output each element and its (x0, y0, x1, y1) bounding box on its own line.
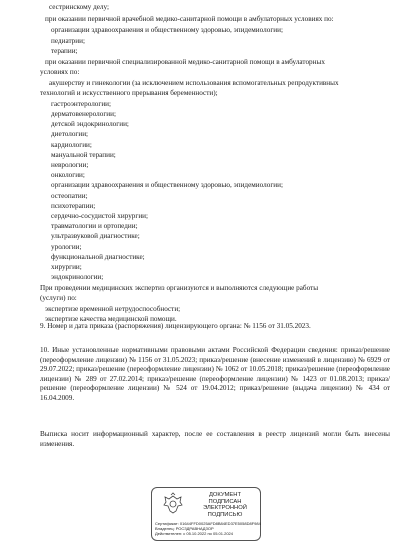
stamp-certificate: Сертификат: 01644FFD0025AFD8B84ED37E5058D8F984 (155, 521, 261, 526)
services-line: детской эндокринологии; (51, 120, 129, 128)
stamp-owner: Владелец: РОСЗДРАВНАДЗОР (155, 526, 214, 531)
services-line: организации здравоохранения и общественному здоровью, эпидемиологии; (51, 26, 283, 34)
stamp-title-line-1: ДОКУМЕНТ ПОДПИСАН (208, 492, 242, 505)
services-line: (услуги) по: (40, 294, 77, 302)
services-line: хирургии; (51, 263, 82, 271)
services-line: кардиологии; (51, 141, 92, 149)
services-line: экспертизе качества медицинской помощи. (45, 315, 177, 323)
services-line: эндокринологии; (51, 273, 104, 281)
services-line: онкологии; (51, 171, 85, 179)
services-line: при оказании первичной врачебной медико-санитарной помощи в амбулаторных условиях по: (45, 15, 334, 23)
informational-note: Выписка носит информационный характер, после ее составления в реестр лицензий могли быть внесены изменения. (40, 430, 390, 448)
stamp-title-line-2: ЭЛЕКТРОННОЙ ПОДПИСЬЮ (203, 505, 247, 518)
services-line: технологий и искусственного прерывания беременности); (40, 89, 218, 97)
stamp-title (192, 492, 258, 518)
services-line: урологии; (51, 243, 82, 251)
stamp-validity: Действителен: с 05.10.2022 по 05.01.2024 (155, 531, 233, 536)
services-line: условиях по: (40, 68, 80, 76)
coat-of-arms-icon (160, 491, 186, 517)
services-line: дерматовенерологии; (51, 110, 116, 118)
services-line: экспертизе временной нетрудоспособности; (45, 305, 181, 313)
services-line: организации здравоохранения и общественному здоровью, эпидемиологии; (51, 181, 283, 189)
services-line: терапии; (51, 47, 78, 55)
section-10-other-info: 10. Иные установленные нормативными правовыми актами Российской Федерации сведения: приказ/решение (переоформление лицензии) № 1156 от 31.05.2023; приказ/решение (внесение изменений в лицензию) № 6929 от 29.07.2022; приказ/решение (переоформление лицензии) № 1062 от 10.05.2018; приказ/решение (переоформление лицензии) № 289 от 27.02.2014; приказ/решение (переоформление лицензии) № 1423 от 01.08.2013; приказ/решение (переоформление лицензии) № 524 от 19.04.2012; приказ/решение (выдача лицензии) № 434 от 16.04.2009. (40, 346, 390, 402)
services-line: педиатрии; (51, 37, 85, 45)
services-line: ультразвуковой диагностике; (51, 232, 140, 240)
section-9-order-number: 9. Номер и дата приказа (распоряжения) лицензирующего органа: № 1156 от 31.05.2023. (40, 322, 311, 330)
services-line: функциональной диагностике; (51, 253, 145, 261)
services-line: При проведении медицинских экспертиз организуются и выполняются следующие работы (40, 284, 319, 292)
services-line: мануальной терапии; (51, 151, 116, 159)
services-line: неврологии; (51, 161, 89, 169)
services-line: травматологии и ортопедии; (51, 222, 138, 230)
services-line: сестринскому делу; (49, 3, 109, 11)
services-line: психотерапии; (51, 202, 96, 210)
services-line: акушерству и гинекологии (за исключением использования вспомогательных репродуктивных (49, 79, 339, 87)
services-line: диетологии; (51, 130, 89, 138)
services-line: сердечно-сосудистой хирургии; (51, 212, 149, 220)
electronic-signature-stamp (151, 487, 261, 541)
services-line: при оказании первичной специализированной медико-санитарной помощи в амбулаторных (45, 58, 325, 66)
services-line: гастроэнтерологии; (51, 100, 112, 108)
services-line: остеопатии; (51, 192, 88, 200)
